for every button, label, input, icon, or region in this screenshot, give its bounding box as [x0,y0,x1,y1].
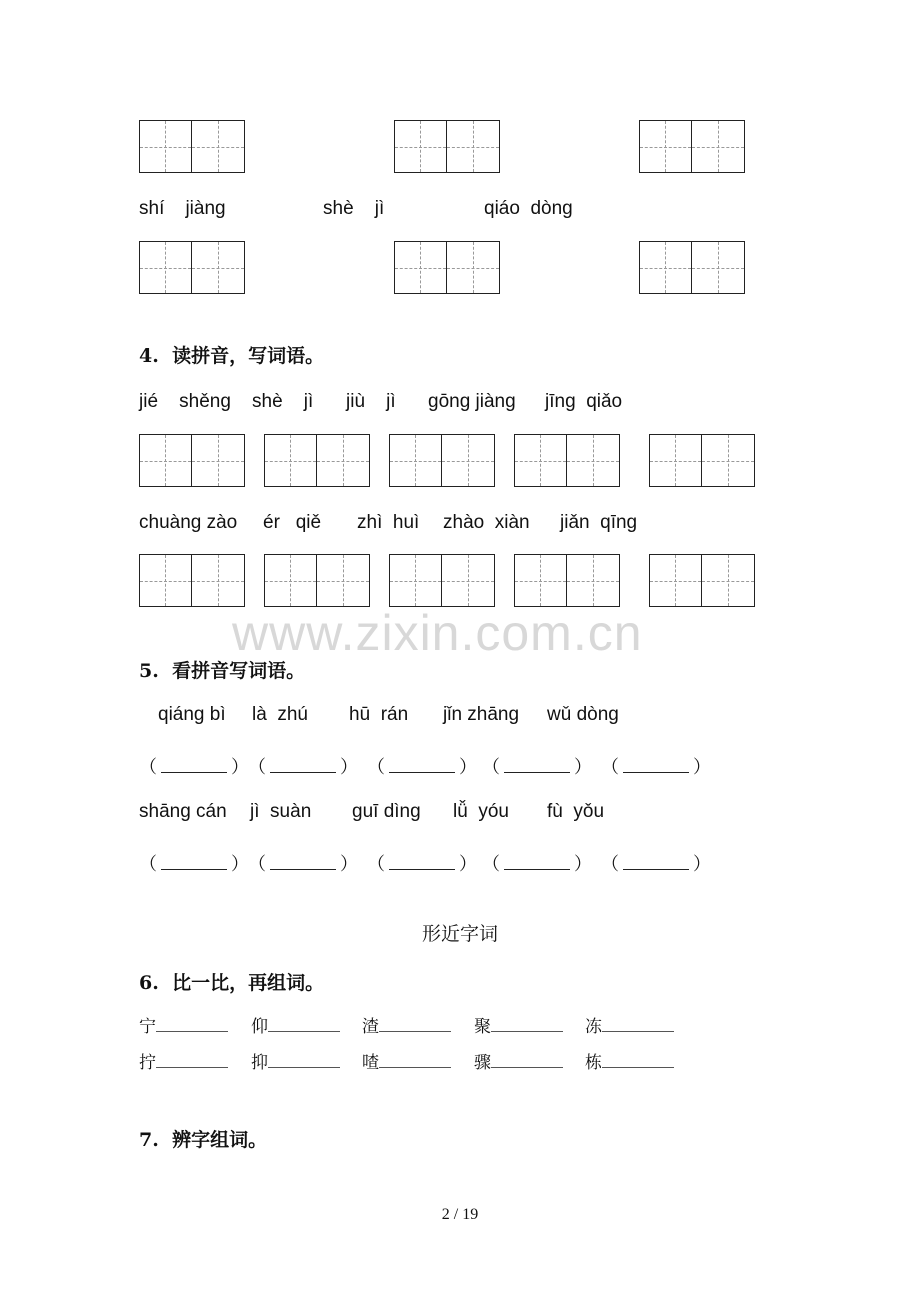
pinyin-word: shāng cán [139,801,227,822]
similar-char-item[interactable]: 宁 [139,1012,228,1037]
similar-char-item[interactable]: 渣 [362,1012,451,1037]
question-7-title: 7. 辨字组词。 [139,1129,268,1151]
answer-blank[interactable]: （ ） [601,854,711,874]
char-box[interactable] [649,554,755,607]
pinyin-word: hū rán [349,704,409,725]
pinyin-word: shè jì [252,391,314,412]
similar-char-item[interactable]: 聚 [474,1012,563,1037]
pinyin-word: chuàng zào [139,512,238,533]
section-title: 形近字词 [421,923,498,945]
pinyin-word: jiù jì [346,391,396,412]
question-5-title: 5. 看拼音写词语。 [139,660,306,682]
pinyin-word: zhì huì [357,512,420,533]
question-6-title: 6. 比一比，再组词。 [139,972,325,994]
similar-char-item[interactable]: 拧 [139,1048,228,1073]
char-box[interactable] [139,241,245,294]
question-4-title: 4. 读拼音，写词语。 [139,345,325,367]
page-number: 2 / 19 [441,1206,479,1223]
pinyin-word: lǚ yóu [453,801,509,822]
char-box[interactable] [264,434,370,487]
pinyin-word: là zhú [252,704,308,725]
answer-blank[interactable]: （ ） [367,854,477,874]
char-box[interactable] [139,434,245,487]
similar-char-item[interactable]: 喳 [362,1048,451,1073]
answer-blank[interactable]: （ ） [601,757,711,777]
answer-blank[interactable]: （ ） [482,854,592,874]
answer-blank[interactable]: （ ） [248,757,358,777]
similar-char-item[interactable]: 骤 [474,1048,563,1073]
pinyin-word: guī dìng [352,801,421,822]
pinyin-word: qiáng bì [158,704,226,725]
char-box[interactable] [394,241,500,294]
answer-blank[interactable]: （ ） [367,757,477,777]
char-box[interactable] [389,434,495,487]
char-box[interactable] [649,434,755,487]
pinyin-word: zhào xiàn [443,512,530,533]
watermark: www.zixin.com.cn [232,605,643,661]
pinyin-word: jīng qiǎo [545,391,623,412]
pinyin-word: jié shěng [139,391,231,412]
pinyin-word: shè jì [323,198,385,219]
similar-char-item[interactable]: 仰 [251,1012,340,1037]
pinyin-word: shí jiàng [139,198,226,219]
similar-char-item[interactable]: 抑 [251,1048,340,1073]
answer-blank[interactable]: （ ） [139,854,249,874]
char-box[interactable] [514,554,620,607]
char-box[interactable] [389,554,495,607]
pinyin-word: jiǎn qīng [560,512,638,533]
pinyin-word: fù yǒu [547,801,605,822]
similar-char-item[interactable]: 冻 [585,1012,674,1037]
pinyin-word: jǐn zhāng [443,704,520,725]
char-box[interactable] [639,120,745,173]
pinyin-word: jì suàn [250,801,312,822]
char-box[interactable] [139,120,245,173]
similar-char-item[interactable]: 栋 [585,1048,674,1073]
char-box[interactable] [394,120,500,173]
answer-blank[interactable]: （ ） [482,757,592,777]
pinyin-word: wǔ dòng [547,704,619,725]
char-box[interactable] [639,241,745,294]
answer-blank[interactable]: （ ） [139,757,249,777]
char-box[interactable] [514,434,620,487]
char-box[interactable] [139,554,245,607]
char-box[interactable] [264,554,370,607]
pinyin-word: gōng jiàng [428,391,516,412]
pinyin-word: ér qiě [263,512,322,533]
pinyin-word: qiáo dòng [484,198,573,219]
answer-blank[interactable]: （ ） [248,854,358,874]
